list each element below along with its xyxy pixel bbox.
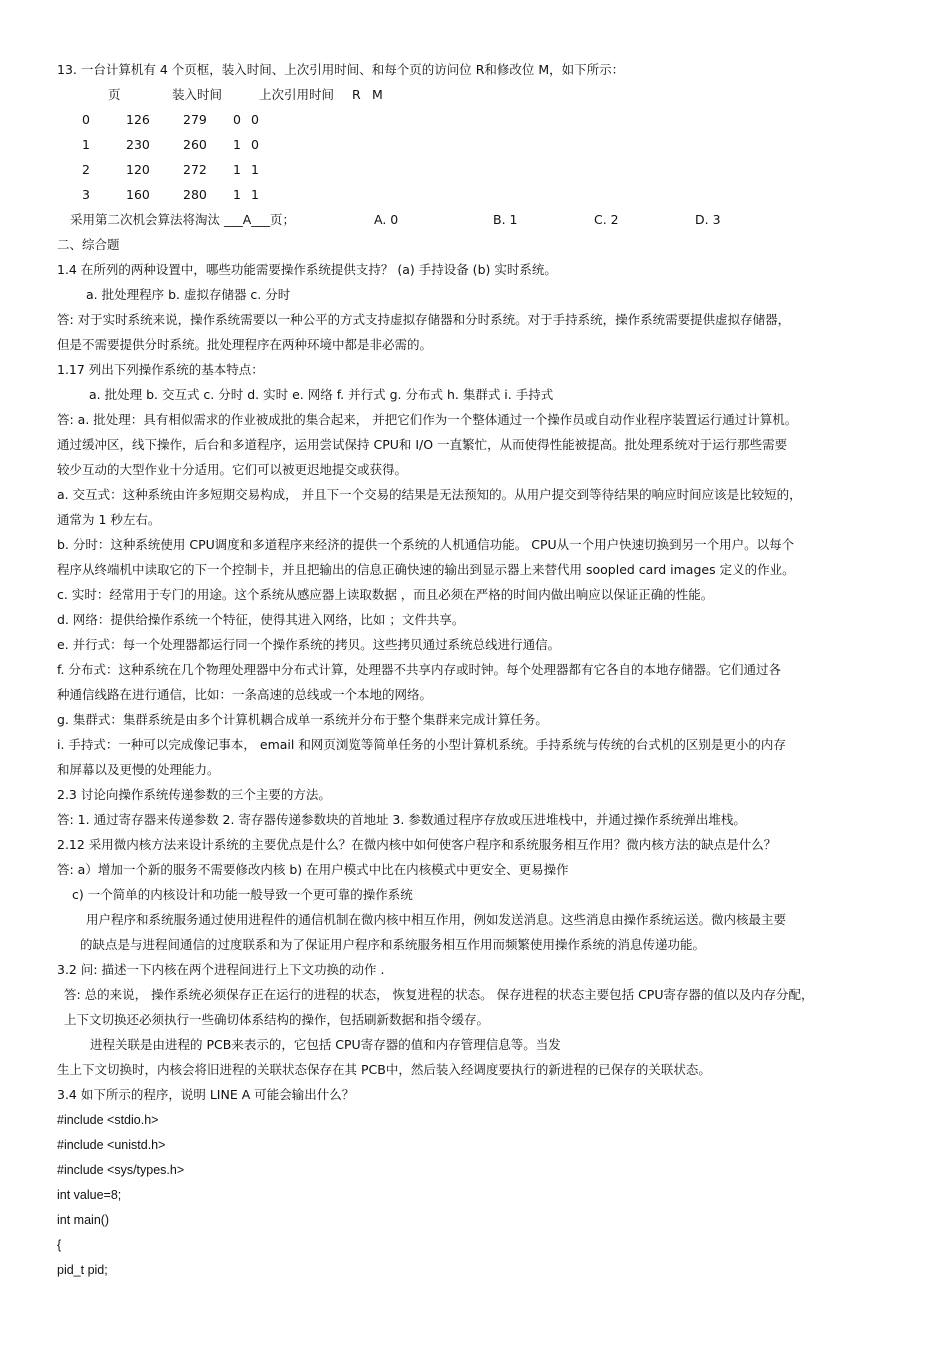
q1-17-answer: i. 手持式：一种可以完成像记事本， email 和网页浏览等简单任务的小型计算机系统。手持系统与传统的台式机的区别是更小的内存 [57,737,786,752]
table-cell: 120 [126,162,150,177]
table-cell: 2 [82,162,90,177]
table-cell: 0 [251,112,259,127]
q13-option-b: B. 1 [493,212,518,227]
table-cell: 260 [183,137,207,152]
table-cell: 279 [183,112,207,127]
q13-option-d: D. 3 [695,212,721,227]
code-line: pid_t pid; [57,1263,108,1277]
table-header-last-ref: 上次引用时间 [259,87,335,102]
q2-3-title: 2.3 讨论向操作系统传递参数的三个主要的方法。 [57,787,331,802]
q1-17-answer: 答: a. 批处理：具有相似需求的作业被成批的集合起来， 并把它们作为一个整体通过一个操作员或自动作业程序装置运行通过计算机。 [57,412,798,427]
code-line: int value=8; [57,1188,122,1202]
q1-4-title: 1.4 在所列的两种设置中，哪些功能需要操作系统提供支持？ (a) 手持设备 (b) 实时系统。 [57,262,557,277]
table-cell: 1 [251,162,259,177]
q1-17-answer: b. 分时：这种系统使用 CPU调度和多道程序来经济的提供一个系统的人机通信功能。 CPU从一个用户快速切换到另一个用户。以每个 [57,537,795,552]
table-cell: 230 [126,137,150,152]
q1-4-options: a. 批处理程序 b. 虚拟存储器 c. 分时 [86,287,291,302]
q2-12-answer: 的缺点是与进程间通信的过度联系和为了保证用户程序和系统服务相互作用而频繁使用操作系统的消息传递功能。 [80,937,706,952]
table-header-load-time: 装入时间 [172,87,223,102]
table-cell: 272 [183,162,207,177]
section-heading: 二、综合题 [57,237,120,252]
table-header-m: M [372,87,383,102]
table-cell: 160 [126,187,150,202]
table-header-page: 页 [108,87,121,102]
table-cell: 126 [126,112,150,127]
q1-4-answer: 答: 对于实时系统来说，操作系统需要以一种公平的方式支持虚拟存储器和分时系统。对于手持系统，操作系统需要提供虚拟存储器， [57,312,791,327]
table-cell: 3 [82,187,90,202]
q1-17-answer: 较少互动的大型作业十分适用。它们可以被更迟地提交或获得。 [57,462,408,477]
q1-17-answer: d. 网络：提供给操作系统一个特征，使得其进入网络，比如 ；文件共享。 [57,612,465,627]
q3-2-answer: 答: 总的来说， 操作系统必须保存正在运行的进程的状态， 恢复进程的状态。 保存进程的状态主要包括 CPU寄存器的值以及内存分配， [64,987,814,1002]
q3-2-answer: 进程关联是由进程的 PCB来表示的，它包括 CPU寄存器的值和内存管理信息等。当发 [90,1037,561,1052]
q3-2-title: 3.2 问: 描述一下内核在两个进程间进行上下文功换的动作 . [57,962,385,977]
q1-17-answer: 程序从终端机中读取它的下一个控制卡，并且把输出的信息正确快速的输出到显示器上来替代用 soopled card images 定义的作业。 [57,562,795,577]
q3-4-title: 3.4 如下所示的程序，说明 LINE A 可能会输出什么？ [57,1087,355,1102]
q1-17-answer: f. 分布式：这种系统在几个物理处理器中分布式计算，处理器不共享内存或时钟。每个处理器都有它各自的本地存储器。它们通过各 [57,662,781,677]
table-cell: 1 [233,162,241,177]
q1-17-answer: a. 交互式：这种系统由许多短期交易构成， 并且下一个交易的结果是无法预知的。从用户提交到等待结果的响应时间应该是比较短的， [57,487,802,502]
table-cell: 0 [82,112,90,127]
q1-17-answer: 通常为 1 秒左右。 [57,512,161,527]
q1-17-answer: e. 并行式：每一个处理器都运行同一个操作系统的拷贝。这些拷贝通过系统总线进行通信。 [57,637,561,652]
code-line: int main() [57,1213,110,1227]
q2-12-answer: 答: a）增加一个新的服务不需要修改内核 b) 在用户模式中比在内核模式中更安全、更易操作 [57,862,569,877]
table-header-r: R [352,87,361,102]
table-cell: 1 [82,137,90,152]
q2-12-answer: c) 一个简单的内核设计和功能一般导致一个更可靠的操作系统 [72,887,413,902]
q1-17-answer: 通过缓冲区，线下操作，后台和多道程序，运用尝试保持 CPU和 I/O 一直繁忙，从而使得性能被提高。批处理系统对于运行那些需要 [57,437,788,452]
q13-title: 13. 一台计算机有 4 个页框，装入时间、上次引用时间、和每个页的访问位 R和修改位 M，如下所示： [57,62,625,77]
q1-17-options: a. 批处理 b. 交互式 c. 分时 d. 实时 e. 网络 f. 并行式 g. 分布式 h. 集群式 i. 手持式 [89,387,554,402]
q13-question: 采用第二次机会算法将淘汰 ___A___页； [70,212,296,227]
q1-17-title: 1.17 列出下列操作系统的基本特点： [57,362,264,377]
table-cell: 0 [233,112,241,127]
table-cell: 280 [183,187,207,202]
table-cell: 1 [233,137,241,152]
q2-12-answer: 用户程序和系统服务通过使用进程件的通信机制在微内核中相互作用，例如发送消息。这些消息由操作系统运送。微内核最主要 [86,912,787,927]
q3-2-answer: 生上下文切换时，内核会将旧进程的关联状态保存在其 PCB中，然后装入经调度要执行的新进程的已保存的关联状态。 [57,1062,711,1077]
q13-option-c: C. 2 [594,212,619,227]
table-cell: 1 [233,187,241,202]
code-line: { [57,1238,62,1252]
q1-17-answer: 种通信线路在进行通信，比如：一条高速的总线或一个本地的网络。 [57,687,433,702]
table-cell: 1 [251,187,259,202]
q2-3-answer: 答: 1. 通过寄存器来传递参数 2. 寄存器传递参数块的首地址 3. 参数通过程序存放或压进堆栈中，并通过操作系统弹出堆栈。 [57,812,746,827]
table-cell: 0 [251,137,259,152]
q1-17-answer: 和屏幕以及更慢的处理能力。 [57,762,220,777]
q1-17-answer: g. 集群式：集群系统是由多个计算机耦合成单一系统并分布于整个集群来完成计算任务。 [57,712,548,727]
q3-2-answer: 上下文切换还必须执行一些确切体系结构的操作，包括刷新数据和指令缓存。 [64,1012,490,1027]
code-line: #include <sys/types.h> [57,1163,185,1177]
q2-12-title: 2.12 采用微内核方法来设计系统的主要优点是什么？在微内核中如何使客户程序和系统服务相互作用？微内核方法的缺点是什么？ [57,837,777,852]
q13-option-a: A. 0 [374,212,399,227]
code-line: #include <stdio.h> [57,1113,159,1127]
code-line: #include <unistd.h> [57,1138,166,1152]
q1-4-answer: 但是不需要提供分时系统。批处理程序在两种环境中都是非必需的。 [57,337,433,352]
q1-17-answer: c. 实时：经常用于专门的用途。这个系统从感应器上读取数据 ，而且必须在严格的时间内做出响应以保证正确的性能。 [57,587,714,602]
